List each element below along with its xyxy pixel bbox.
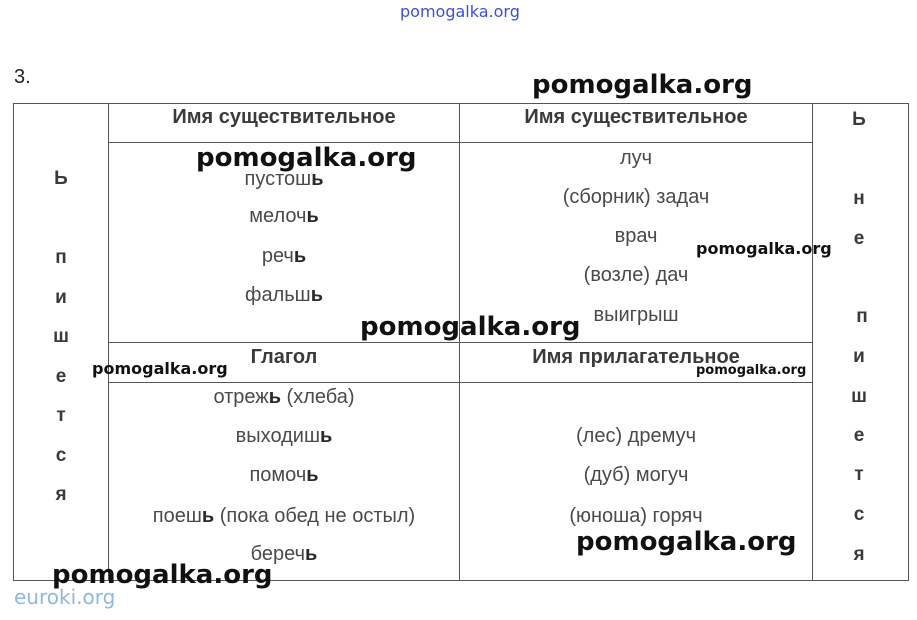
watermark: pomogalka.org (52, 560, 273, 590)
watermark: pomogalka.org (196, 143, 417, 173)
list-item: (лес) дремуч (576, 425, 696, 447)
list-item: луч (619, 147, 653, 169)
header-top-left: Имя существительное (172, 106, 396, 128)
list-item: мелочь (249, 205, 319, 227)
list-item: (юноша) горяч (569, 505, 703, 527)
list-item: выигрыш (593, 304, 679, 326)
watermark: pomogalka.org (576, 527, 797, 557)
list-item: врач (614, 225, 658, 247)
header-top-right: Имя существительное (524, 106, 748, 128)
list-item: отрежь (хлеба) (213, 386, 355, 408)
watermark: pomogalka.org (696, 363, 807, 378)
list-item: пустошь (244, 168, 324, 190)
watermark: pomogalka.org (696, 239, 832, 258)
list-item: фальшь (244, 284, 324, 306)
watermark: pomogalka.org (360, 312, 581, 342)
list-item: речь (261, 245, 307, 267)
list-item: (возле) дач (583, 264, 689, 286)
list-item: (дуб) могуч (583, 464, 689, 486)
list-item: выходишь (235, 425, 333, 447)
top-watermark: pomogalka.org (400, 2, 520, 21)
watermark: pomogalka.org (92, 359, 228, 378)
exercise-number: 3. (14, 66, 31, 88)
footer-watermark: euroki.org (14, 585, 116, 609)
list-item: поешь (пока обед не остыл) (152, 505, 416, 527)
list-item: помочь (249, 464, 319, 486)
header-bottom-left: Глагол (250, 346, 318, 368)
watermark: pomogalka.org (532, 70, 753, 100)
list-item: (сборник) задач (562, 186, 710, 208)
list-item: беречь (250, 543, 318, 565)
header-bottom-right: Имя прилагательное (532, 346, 740, 368)
